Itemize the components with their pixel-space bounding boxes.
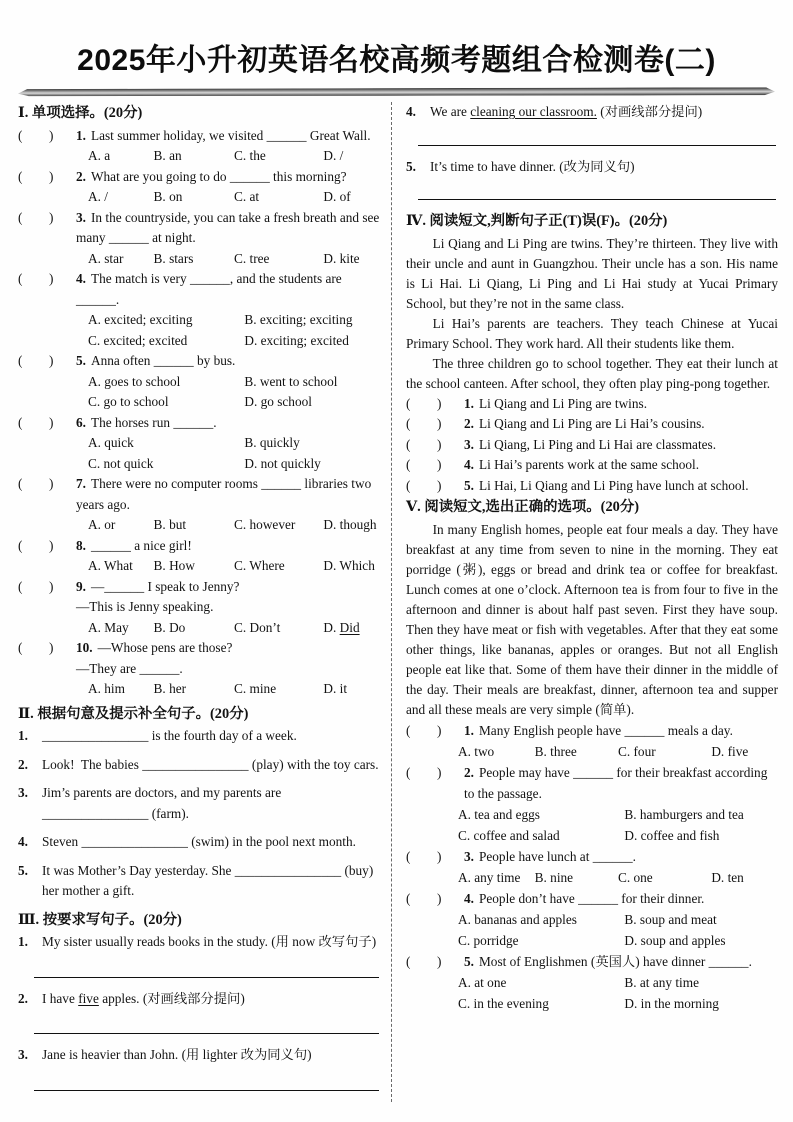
option-b: B. soup and meat — [624, 911, 717, 927]
option-b: B. an — [153, 148, 182, 163]
answer-paren: ( ) — [18, 537, 54, 553]
answer-paren: ( ) — [406, 848, 442, 864]
answer-paren: ( ) — [18, 476, 54, 491]
option-a: A. or — [88, 517, 116, 532]
question-text: Many English people have ______ meals a day. — [478, 722, 733, 738]
item-text: Look! The babies ________________ (play) with the toy cars. — [42, 756, 379, 772]
rewrite-item — [406, 102, 778, 123]
answer-paren: ( ) — [406, 436, 442, 452]
question-text: The horses run ______. — [90, 414, 217, 430]
item-text: Jane is heavier than John. (用 lighter 改为同义句) — [42, 1047, 312, 1062]
section-1-heading: Ⅰ. 单项选择。(20分) — [18, 105, 143, 121]
option-a: A. bananas and apples — [458, 911, 577, 927]
answer-paren: ( ) — [406, 477, 442, 493]
options-row — [18, 187, 383, 208]
question-body — [76, 167, 383, 188]
statement — [464, 435, 778, 456]
question-number: 1. — [76, 127, 86, 143]
option-a: A. star — [88, 250, 124, 266]
question-number: 10. — [76, 640, 93, 655]
option-d-underlined-word: Did — [339, 619, 360, 635]
item-text: ________________ is the fourth day of a week. — [42, 728, 297, 743]
question-body — [76, 351, 383, 372]
answer-paren: ( ) — [406, 395, 442, 411]
answer-line — [34, 1090, 379, 1091]
option-a: A. excited; exciting — [88, 312, 193, 327]
option-a: A. at one — [458, 974, 507, 990]
question-body — [76, 269, 383, 310]
answer-paren: ( ) — [406, 722, 442, 738]
question-row — [18, 167, 383, 188]
true-false-row — [406, 476, 778, 497]
section-4-heading: Ⅳ. 阅读短文,判断句子正(T)误(F)。(20分) — [406, 213, 668, 229]
item-text: It’s time to have dinner. (改为同义句) — [430, 158, 635, 174]
option-d: D. / — [323, 148, 344, 163]
item-number: 1. — [18, 934, 28, 949]
question-body — [464, 888, 778, 909]
option-d: D. Which — [323, 558, 375, 573]
option-b: B. How — [153, 558, 195, 573]
question-number: 8. — [76, 537, 86, 553]
question-row — [18, 474, 383, 515]
question-number: 6. — [76, 414, 86, 430]
true-false-row — [406, 414, 778, 435]
answer-paren: ( ) — [406, 416, 442, 432]
option-a: A. May — [88, 619, 129, 635]
item-text: Steven ________________ (swim) in the pool next month. — [42, 834, 356, 849]
dialog-line-1 — [76, 638, 383, 659]
question-number: 9. — [76, 578, 86, 594]
options-row — [18, 679, 383, 700]
right-column — [394, 102, 784, 1102]
question-row — [18, 208, 383, 249]
item-number: 4. — [18, 834, 28, 849]
option-d — [323, 618, 383, 639]
option-c: C. however — [234, 517, 296, 532]
options-row — [18, 618, 383, 639]
section-3-heading: Ⅲ. 按要求写句子。(20分) — [18, 911, 182, 928]
question-text: People may have ______ for their breakfast according to the passage. — [464, 764, 768, 801]
option-b: B. nine — [534, 869, 574, 885]
statement — [464, 414, 778, 435]
option-c: C. one — [617, 869, 653, 885]
true-false-row — [406, 435, 778, 456]
question-body — [76, 126, 383, 147]
option-c: C. go to school — [88, 394, 169, 409]
answer-paren: ( ) — [406, 953, 442, 969]
fill-item — [18, 755, 383, 776]
question-body — [76, 413, 383, 434]
question-number: 2. — [76, 168, 86, 184]
statement — [464, 455, 778, 476]
question-number: 4. — [464, 890, 474, 906]
option-a: A. goes to school — [88, 373, 181, 389]
true-false-row — [406, 455, 778, 476]
option-d: D. ten — [711, 869, 744, 885]
option-b: B. on — [153, 189, 183, 204]
item-text — [42, 989, 383, 1010]
options-grid — [406, 909, 778, 951]
item-text: Jim’s parents are doctors, and my parents are ________________ (farm). — [42, 785, 282, 821]
answer-paren: ( ) — [18, 168, 54, 184]
question-text: Most of Englishmen (英国人) have dinner ______. — [478, 953, 752, 969]
text-after-underline: (对画线部分提问) — [596, 104, 703, 119]
option-b: B. Do — [153, 619, 186, 635]
options-row — [18, 515, 383, 536]
option-c: C. excited; excited — [88, 332, 188, 348]
options-grid — [406, 972, 778, 1014]
underlined-phrase: cleaning our classroom. — [470, 104, 597, 119]
statement-text: Li Qiang and Li Ping are Li Hai’s cousins. — [478, 416, 705, 432]
option-c: C. tree — [234, 250, 270, 266]
question-body — [76, 638, 383, 679]
option-d: D. not quickly — [244, 455, 321, 471]
text-before-underline: We are — [430, 104, 471, 119]
column-divider — [391, 102, 392, 1102]
answer-paren: ( ) — [18, 353, 54, 368]
option-d: D. coffee and fish — [624, 827, 720, 843]
fill-item — [18, 726, 383, 747]
question-body — [464, 951, 778, 972]
answer-line — [418, 145, 776, 146]
answer-paren: ( ) — [18, 127, 54, 143]
rewrite-item — [406, 157, 778, 178]
question-row — [18, 126, 383, 147]
options-grid — [18, 433, 383, 474]
answer-paren: ( ) — [18, 209, 54, 225]
true-false-row — [406, 394, 778, 415]
option-b: B. three — [534, 743, 577, 759]
question-row — [18, 536, 383, 557]
question-text: ______ a nice girl! — [90, 537, 192, 553]
option-c: C. the — [234, 148, 266, 163]
question-row — [18, 638, 383, 679]
answer-line — [418, 199, 776, 200]
question-row — [18, 413, 383, 434]
option-b: B. hamburgers and tea — [624, 806, 744, 822]
item-number: 3. — [18, 1047, 28, 1062]
item-number: 2. — [18, 756, 28, 772]
question-text: In the countryside, you can take a fresh breath and see many ______ at night. — [76, 209, 380, 245]
answer-paren: ( ) — [18, 578, 54, 594]
option-d: D. kite — [323, 250, 360, 266]
statement-number: 3. — [464, 436, 474, 452]
options-grid — [18, 372, 383, 413]
question-text: People don’t have ______ for their dinner. — [478, 890, 705, 906]
option-a: A. quick — [88, 435, 134, 450]
fill-item — [18, 832, 383, 853]
question-number: 5. — [464, 953, 474, 969]
option-a: A. / — [88, 189, 108, 204]
question-text: —______ I speak to Jenny? — [90, 578, 240, 594]
question-body — [76, 208, 383, 249]
question-body — [464, 846, 778, 867]
question-body — [76, 474, 383, 515]
statement — [464, 394, 778, 415]
item-number: 5. — [406, 158, 416, 174]
dialog-line-1 — [76, 577, 383, 598]
text-before-underline: I have — [42, 990, 79, 1006]
option-b: B. but — [153, 517, 187, 532]
rewrite-item — [18, 1045, 383, 1066]
option-a: A. What — [88, 558, 133, 573]
answer-paren: ( ) — [18, 271, 54, 286]
statement — [464, 476, 778, 497]
title-rule — [18, 87, 775, 97]
section-5-heading: Ⅴ. 阅读短文,选出正确的选项。(20分) — [406, 499, 640, 516]
left-column — [0, 102, 389, 1102]
option-d: D. five — [711, 743, 749, 759]
question-text: Last summer holiday, we visited ______ Great Wall. — [90, 127, 371, 143]
options-row — [406, 741, 778, 762]
question-row — [18, 577, 383, 618]
question-row — [406, 720, 778, 741]
options-row — [18, 146, 383, 167]
passage-paragraph: In many English homes, people eat four meals a day. They have breakfast at any time from seven to nine in the morning. They eat porridge (粥), eggs or bread and drink tea or coffee for breakfast. Lunch comes at one o’clock. Afternoon tea is from four to five in the afternoon and dinner is about half past seven. First they have soup. Then they have meat or fish with vegetables. After that they eat some other things, like bananas, apples or oranges. But not all English people eat like that. Some of them have their dinner in the middle of the day. Their meals are breakfast, dinner, afternoon tea and supper and all these meals are very simple (简单). — [406, 521, 778, 717]
passage-paragraph: Li Qiang and Li Ping are twins. They’re thirteen. They live with their uncle and aunt in Guangzhou. Their uncle has a son. His name is Li Hai. Li Qiang, Li Ping and Li Hai study at Yucai Primary School, but they’re not in the same class. — [406, 235, 778, 311]
question-row — [406, 846, 778, 867]
statement-text: Li Hai’s parents work at the same school. — [478, 457, 700, 473]
statement-text: Li Qiang, Li Ping and Li Hai are classmates. — [478, 436, 717, 452]
option-a: A. any time — [458, 869, 521, 885]
statement-text: Li Hai, Li Qiang and Li Ping have lunch at school. — [478, 477, 749, 493]
option-c: C. at — [234, 189, 260, 204]
rewrite-item — [18, 932, 383, 953]
option-b: B. quickly — [244, 435, 300, 450]
option-c: C. in the evening — [458, 995, 549, 1011]
statement-text: Li Qiang and Li Ping are twins. — [478, 395, 648, 411]
item-number: 4. — [406, 104, 416, 119]
option-d: D. in the morning — [624, 995, 719, 1011]
passage-paragraph: The three children go to school together. They eat their lunch at the school canteen. After school, they often play ping-pong together. — [406, 355, 778, 391]
question-number: 2. — [464, 764, 474, 780]
option-a: A. him — [88, 681, 125, 696]
item-number: 3. — [18, 785, 28, 800]
question-body — [76, 536, 383, 557]
option-c: C. not quick — [88, 455, 154, 471]
question-text: Anna often ______ by bus. — [90, 353, 236, 368]
item-number: 1. — [18, 728, 28, 743]
answer-paren: ( ) — [18, 414, 54, 430]
question-text: People have lunch at ______. — [478, 848, 636, 864]
options-row — [406, 867, 778, 888]
option-d: D. of — [323, 189, 351, 204]
option-a: A. tea and eggs — [458, 806, 540, 822]
answer-line — [34, 977, 379, 978]
option-b: B. exciting; exciting — [244, 312, 353, 327]
passage-paragraph: Li Hai’s parents are teachers. They teach Chinese at Yucai Primary School. They work hard. All their students like them. — [406, 315, 778, 351]
question-row — [18, 269, 383, 310]
answer-paren: ( ) — [406, 764, 442, 780]
question-row — [406, 888, 778, 909]
question-body — [464, 762, 778, 804]
option-d: D. go school — [244, 394, 312, 409]
answer-paren: ( ) — [406, 890, 442, 906]
answer-paren: ( ) — [406, 457, 442, 473]
option-d-prefix: D. — [323, 619, 340, 635]
options-grid — [406, 804, 778, 846]
dialog-line-2: —This is Jenny speaking. — [76, 599, 214, 614]
question-number: 3. — [464, 848, 474, 864]
item-number: 5. — [18, 862, 28, 878]
option-d: D. though — [323, 517, 377, 532]
question-number: 1. — [464, 722, 474, 738]
option-c: C. porridge — [458, 932, 519, 948]
option-c: C. four — [617, 743, 656, 759]
option-c: C. coffee and salad — [458, 827, 560, 843]
content-columns — [0, 102, 793, 1102]
statement-number: 1. — [464, 395, 474, 411]
option-d: D. soup and apples — [624, 932, 726, 948]
question-number: 5. — [76, 353, 86, 368]
options-row — [18, 249, 383, 270]
question-text: There were no computer rooms ______ libraries two years ago. — [76, 476, 372, 512]
item-number: 2. — [18, 990, 28, 1006]
underlined-word: five — [78, 990, 99, 1006]
option-b: B. stars — [153, 250, 194, 266]
answer-paren: ( ) — [18, 640, 54, 655]
option-a: A. a — [88, 148, 111, 163]
option-c: C. Don’t — [234, 619, 281, 635]
question-number: 3. — [76, 209, 86, 225]
statement-number: 2. — [464, 416, 474, 432]
fill-item — [18, 783, 383, 824]
option-a: A. two — [458, 743, 495, 759]
question-body — [76, 577, 383, 618]
question-row — [406, 762, 778, 804]
question-body — [464, 720, 778, 741]
fill-item — [18, 861, 383, 902]
item-text: My sister usually reads books in the study. (用 now 改写句子) — [42, 934, 377, 949]
option-c: C. mine — [234, 681, 277, 696]
text-after-underline: apples. (对画线部分提问) — [98, 990, 245, 1006]
question-number: 4. — [76, 271, 86, 286]
option-b: B. went to school — [244, 373, 338, 389]
page-title: 2025年小升初英语名校高频考题组合检测卷(二) — [77, 44, 716, 77]
question-row — [406, 951, 778, 972]
dialog-line-2: —They are ______. — [76, 660, 183, 676]
option-b: B. her — [153, 681, 187, 696]
rewrite-item — [18, 989, 383, 1010]
question-number: 7. — [76, 476, 86, 491]
question-text: —Whose pens are those? — [97, 640, 233, 655]
question-text: What are you going to do ______ this morning? — [90, 168, 347, 184]
option-b: B. at any time — [624, 974, 699, 990]
section-2-heading: Ⅱ. 根据句意及提示补全句子。(20分) — [18, 705, 249, 722]
item-text: It was Mother’s Day yesterday. She ________________ (buy) her mother a gift. — [42, 862, 374, 898]
statement-number: 4. — [464, 457, 474, 473]
options-row — [18, 556, 383, 577]
item-text — [430, 102, 778, 123]
option-d: D. it — [323, 681, 348, 696]
option-d: D. exciting; excited — [244, 332, 349, 348]
question-row — [18, 351, 383, 372]
question-text: The match is very ______, and the students are ______. — [76, 271, 342, 307]
option-c: C. Where — [234, 558, 285, 573]
options-grid — [18, 310, 383, 351]
statement-number: 5. — [464, 477, 474, 493]
answer-line — [34, 1033, 379, 1034]
